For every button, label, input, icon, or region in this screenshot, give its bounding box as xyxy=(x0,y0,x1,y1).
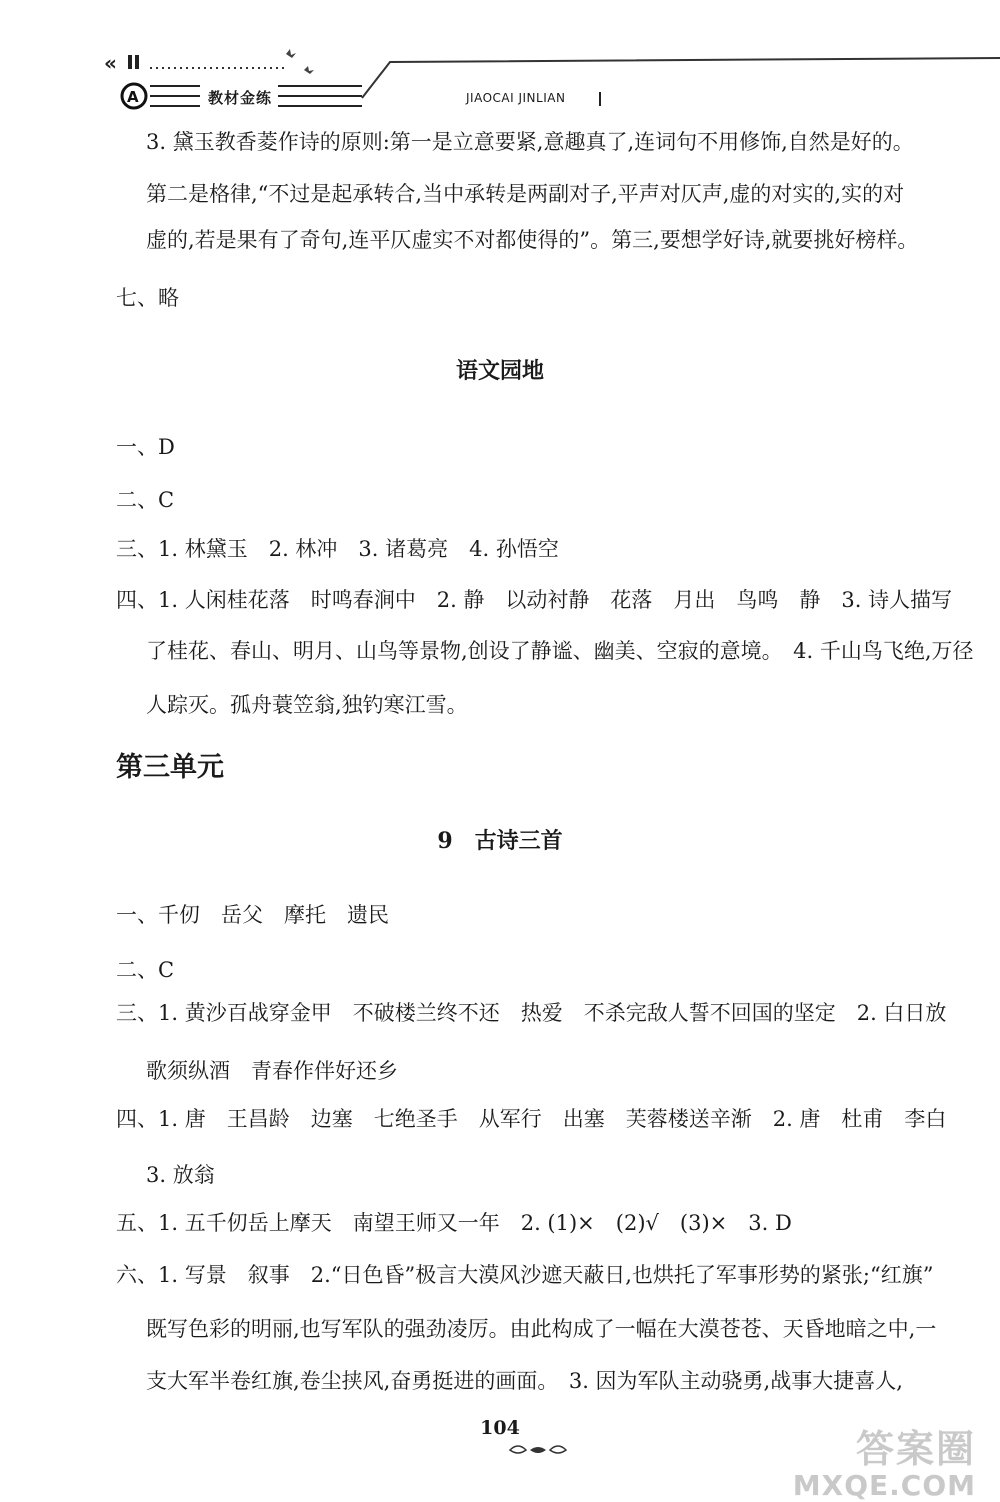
answer-line: 了桂花、春山、明月、山鸟等景物,创设了静谧、幽美、空寂的意境。 4. 千山鸟飞绝,万径 xyxy=(146,639,974,663)
watermark-bottom: MXQE.COM xyxy=(792,1469,976,1502)
lesson-title: 9 古诗三首 xyxy=(437,828,563,854)
header-pinyin: JIAOCAI JINLIAN xyxy=(466,91,566,105)
answer-line: 四、1. 人闲桂花落 时鸣春涧中 2. 静 以动衬静 花落 月出 鸟鸣 静 3. 诗人描写 xyxy=(116,588,953,612)
answer-line: 六、1. 写景 叙事 2.“日色昏”极言大漠风沙遮天蔽日,也烘托了军事形势的紧张;“红旗” xyxy=(116,1263,934,1287)
svg-text:«: « xyxy=(104,51,117,75)
answer-line: 既写色彩的明丽,也写军队的强劲凌厉。由此构成了一幅在大漠苍苍、天昏地暗之中,一 xyxy=(146,1317,937,1341)
answer-line: 3. 黛玉教香菱作诗的原则:第一是立意要紧,意趣真了,连词句不用修饰,自然是好的。 xyxy=(146,130,914,154)
answer-line: 二、C xyxy=(116,958,175,982)
answer-line: 三、1. 黄沙百战穿金甲 不破楼兰终不还 热爱 不杀完敌人誓不回国的坚定 2. 白日放 xyxy=(116,1001,947,1025)
answer-line: 二、C xyxy=(116,488,175,512)
answer-line: 七、略 xyxy=(116,286,179,310)
answer-line: 3. 放翁 xyxy=(146,1163,215,1187)
answer-line: 五、1. 五千仞岳上摩天 南望王师又一年 2. (1)× (2)√ (3)× 3. D xyxy=(116,1211,792,1235)
answer-line: 一、千仞 岳父 摩托 遗民 xyxy=(116,903,389,927)
page-header xyxy=(100,40,1000,110)
answer-line: 第二是格律,“不过是起承转合,当中承转是两副对子,平声对仄声,虚的对实的,实的对 xyxy=(146,182,905,206)
answer-line: 人踪灭。孤舟蓑笠翁,独钓寒江雪。 xyxy=(146,693,468,717)
watermark xyxy=(793,1418,976,1502)
page-number: 104 xyxy=(480,1417,520,1439)
page-ornament xyxy=(508,1443,568,1457)
answer-line: 一、D xyxy=(116,435,175,459)
answer-line: 支大军半卷红旗,卷尘挟风,奋勇挺进的画面。 3. 因为军队主动骁勇,战事大捷喜人, xyxy=(146,1369,903,1393)
answer-line: 虚的,若是果有了奇句,连平仄虚实不对都使得的”。第三,要想学好诗,就要挑好榜样。 xyxy=(146,228,919,252)
answer-line: 歌须纵酒 青春作伴好还乡 xyxy=(146,1059,398,1083)
section-title: 语文园地 xyxy=(455,358,544,384)
unit-title: 第三单元 xyxy=(116,752,224,783)
watermark-top: 答案圈 xyxy=(855,1427,976,1471)
svg-text:A: A xyxy=(127,88,139,106)
answer-line: 三、1. 林黛玉 2. 林冲 3. 诸葛亮 4. 孙悟空 xyxy=(116,537,559,561)
answer-line: 四、1. 唐 王昌龄 边塞 七绝圣手 从军行 出塞 芙蓉楼送辛渐 2. 唐 杜甫 李白 xyxy=(116,1107,947,1131)
header-title: 教材金练 xyxy=(208,89,273,107)
